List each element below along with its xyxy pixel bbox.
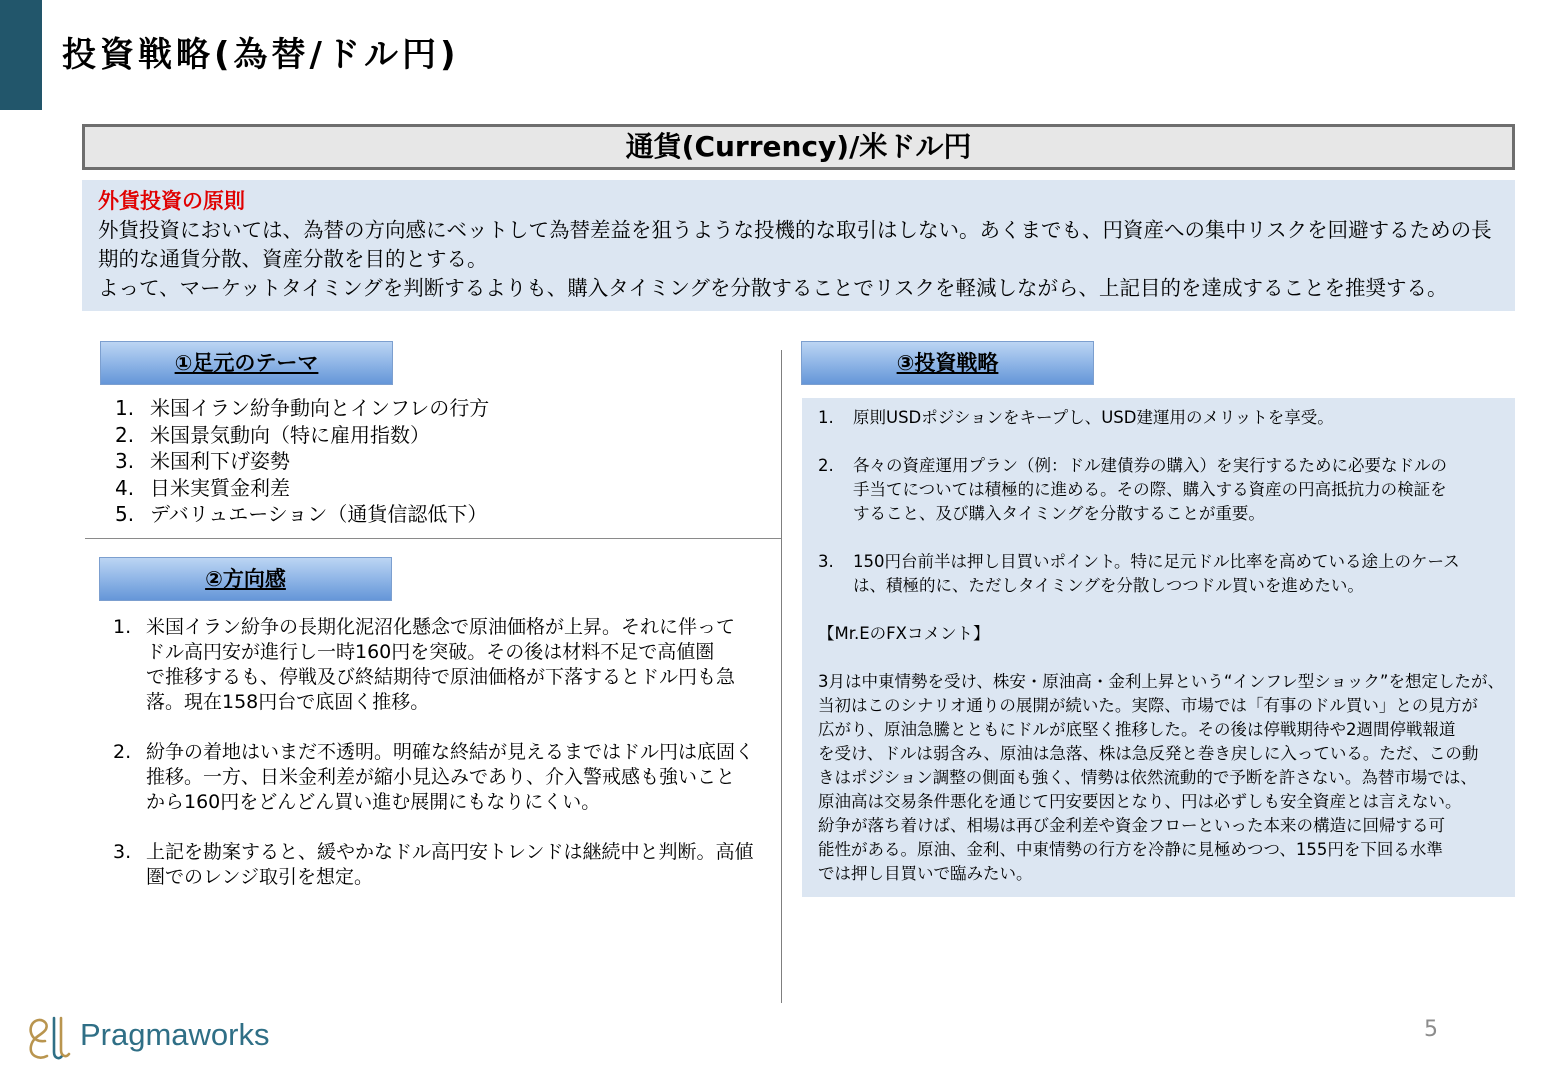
direction-item — [113, 615, 754, 715]
direction-item-line: から160円をどんどん買い進む展開にもなりにくい。 — [146, 791, 601, 813]
direction-item — [113, 840, 754, 890]
fx-comment-line: 3月は中東情勢を受け、株安・原油高・金利上昇という“インフレ型ショック”を想定したが、 — [818, 672, 1504, 691]
direction-header: ②方向感 — [99, 557, 392, 601]
fx-comment-line: きはポジション調整の側面も強く、情勢は依然流動的で予断を許さない。為替市場では、 — [818, 768, 1477, 787]
theme-item — [115, 422, 489, 449]
theme-item-text: 米国イラン紛争動向とインフレの行方 — [150, 396, 490, 420]
section-banner: 通貨(Currency)/米ドル円 — [82, 124, 1515, 170]
section-divider-horizontal — [85, 538, 782, 539]
strategy-item — [818, 454, 1515, 526]
fx-comment-line: 能性がある。原油、金利、中東情勢の行方を冷静に見極めつつ、155円を下回る水準 — [818, 840, 1443, 859]
fx-comment-line: 当初はこのシナリオ通りの展開が続いた。実際、市場では「有事のドル買い」との見方が — [818, 696, 1478, 715]
strategy-item-body — [853, 550, 1460, 598]
direction-item-line: 落。現在158円台で底固く推移。 — [146, 691, 430, 713]
theme-item — [115, 475, 489, 502]
theme-item-number: 5. — [115, 502, 135, 526]
direction-item-line: で推移するも、停戦及び終結期待で原油価格が下落するとドル円も急 — [146, 666, 736, 688]
theme-item-number: 3. — [115, 449, 135, 473]
accent-bar — [0, 0, 42, 110]
fx-comment-line: 原油高は交易条件悪化を通じて円安要因となり、円は必ずしも安全資産とは言えない。 — [818, 792, 1462, 811]
principle-line: 外貨投資においては、為替の方向感にベットして為替差益を狙うような投機的な取引はしない。あくまでも、円資産への集中リスクを回避するための長 — [98, 218, 1492, 242]
strategy-item — [818, 550, 1515, 598]
direction-item-line: 上記を勘案すると、緩やかなドル高円安トレンドは継続中と判断。高値 — [146, 841, 754, 863]
strategy-item-line: 各々の資産運用プラン（例：ドル建債券の購入）を実行するために必要なドルの — [853, 456, 1447, 475]
direction-item-body — [146, 740, 754, 815]
strategy-item-number: 1. — [818, 408, 834, 427]
strategy-item-line: は、積極的に、ただしタイミングを分散しつつドル買いを進めたい。 — [853, 576, 1364, 595]
strategy-item-line: 150円台前半は押し目買いポイント。特に足元ドル比率を高めている途上のケース — [853, 552, 1460, 571]
direction-item-number: 2. — [113, 741, 132, 763]
direction-item-number: 1. — [113, 616, 132, 638]
principle-line: 期的な通貨分散、資産分散を目的とする。 — [98, 247, 488, 271]
pragmaworks-logo-icon — [25, 1014, 71, 1062]
page-number: 5 — [1424, 1017, 1438, 1042]
direction-item-line: 米国イラン紛争の長期化泥沼化懸念で原油価格が上昇。それに伴って — [146, 616, 736, 638]
strategy-item-number: 3. — [818, 552, 834, 571]
fx-comment-line: では押し目買いで臨みたい。 — [818, 864, 1033, 883]
theme-item-text: デバリュエーション（通貨信認低下） — [150, 502, 488, 526]
direction-item-line: ドル高円安が進行し一時160円を突破。その後は材料不足で高値圏 — [146, 641, 715, 663]
theme-item — [115, 395, 489, 422]
direction-item-body — [146, 840, 754, 890]
direction-item-body — [146, 615, 735, 715]
section-divider-vertical — [781, 350, 782, 1003]
themes-header: ①足元のテーマ — [100, 341, 393, 385]
themes-list — [115, 395, 489, 528]
strategy-item — [818, 406, 1515, 430]
direction-item-number: 3. — [113, 841, 132, 863]
brand-name: Pragmaworks — [80, 1017, 270, 1052]
direction-list — [113, 615, 754, 890]
theme-item-text: 米国景気動向（特に雇用指数） — [150, 422, 430, 447]
theme-item-number: 2. — [115, 422, 135, 447]
fx-comment-heading: 【Mr.EのFXコメント】 — [818, 624, 990, 643]
direction-item — [113, 740, 754, 815]
fx-comment-line: 紛争が落ち着けば、相場は再び金利差や資金フローといった本来の構造に回帰する可 — [818, 816, 1445, 835]
direction-item-line: 圏でのレンジ取引を想定。 — [146, 866, 374, 888]
slide-title: 投資戦略(為替/ドル円) — [62, 35, 460, 75]
theme-item-number: 4. — [115, 475, 135, 500]
strategy-item-line: 手当てについては積極的に進める。その際、購入する資産の円高抵抗力の検証を — [853, 480, 1447, 499]
fx-comment-line: を受け、ドルは弱含み、原油は急落、株は急反発と巻き戻しに入っている。ただ、この動 — [818, 744, 1479, 763]
direction-item-line: 紛争の着地はいまだ不透明。明確な終結が見えるまではドル円は底固く — [146, 741, 755, 763]
strategy-item-number: 2. — [818, 456, 834, 475]
strategy-panel — [802, 398, 1515, 897]
theme-item — [115, 501, 489, 528]
fx-comment-body — [818, 670, 1515, 886]
theme-item — [115, 448, 489, 475]
fx-comment-line: 広がり、原油急騰とともにドルが底堅く推移した。その後は停戦期待や2週間停戦報道 — [818, 720, 1456, 739]
theme-item-text: 米国利下げ姿勢 — [150, 449, 290, 473]
principle-panel — [82, 180, 1515, 311]
theme-item-number: 1. — [115, 396, 135, 420]
strategy-item-line: 原則USDポジションをキープし、USD建運用のメリットを享受。 — [853, 408, 1334, 427]
principle-line: よって、マーケットタイミングを判断するよりも、購入タイミングを分散することでリスクを軽減しながら、上記目的を達成することを推奨する。 — [98, 276, 1448, 300]
principle-heading: 外貨投資の原則 — [98, 189, 245, 213]
strategy-header: ③投資戦略 — [801, 341, 1094, 385]
strategy-item-line: すること、及び購入タイミングを分散することが重要。 — [853, 504, 1265, 523]
direction-item-line: 推移。一方、日米金利差が縮小見込みであり、介入警戒感も強いこと — [146, 766, 736, 788]
strategy-item-body — [853, 454, 1447, 526]
strategy-item-body — [853, 406, 1334, 430]
theme-item-text: 日米実質金利差 — [150, 475, 290, 500]
